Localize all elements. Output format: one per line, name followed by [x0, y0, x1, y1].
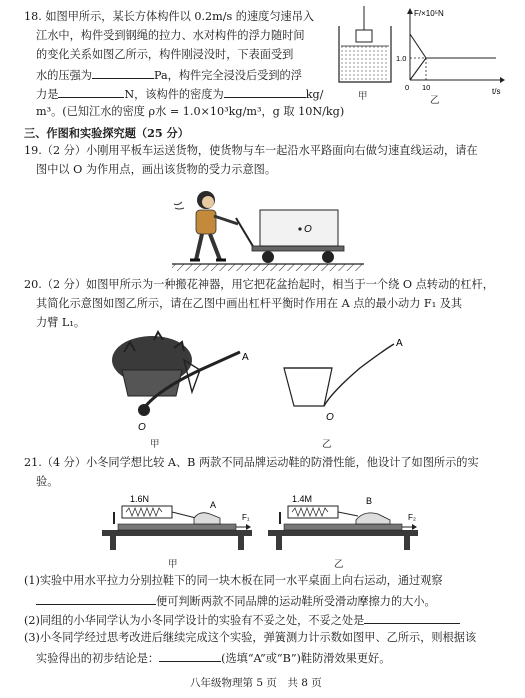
q21-blank-2[interactable]	[364, 612, 460, 624]
q18-blank-buoyancy[interactable]	[58, 86, 124, 98]
cart-deck	[252, 246, 344, 251]
cart-wheel-right	[322, 251, 334, 263]
shoe-b-label: B	[366, 496, 373, 506]
graph-xtick-10: 10	[422, 83, 431, 92]
q18-graph	[396, 6, 506, 96]
q21-p1-line-2	[36, 593, 436, 609]
curve-tension	[410, 34, 496, 58]
block	[356, 30, 372, 42]
cart-wheel-left	[262, 251, 274, 263]
q19-figure-cart	[168, 178, 368, 276]
q21-caption-jia: 甲	[168, 559, 178, 570]
q21-p3-line-2b: (选填“A”或“B”)鞋防滑效果更好。	[221, 652, 391, 665]
q18-line-5a: 力是	[36, 88, 59, 101]
graph-xlabel: t/s	[492, 87, 501, 96]
lever	[324, 344, 394, 406]
q18-figure-jia	[333, 6, 395, 92]
boy-body	[196, 210, 216, 234]
water	[341, 46, 389, 80]
table-yi	[268, 530, 418, 536]
ground-hatch	[172, 264, 364, 271]
q20-yi-label-o: O	[326, 412, 334, 423]
q18-line-4	[36, 67, 302, 83]
reading-jia: 1.6N	[130, 494, 150, 504]
q21-caption-yi: 乙	[334, 559, 344, 570]
q18-blank-density[interactable]	[224, 86, 306, 98]
section-3-title: 三、作图和实验探究题（25 分）	[24, 126, 189, 140]
q21-p3-line-1: (3)小冬同学经过思考改进后继续完成这个实验，弹簧测力计示数如图甲、乙所示，则根据该	[24, 631, 477, 644]
q21-p1-line-1: (1)实验中用水平拉力分别拉鞋下的同一块木板在同一水平桌面上向右运动，通过观察	[24, 574, 443, 587]
q18-line-1: 18. 如图甲所示，某长方体构件以 0.2m/s 的速度匀速吊入	[24, 10, 315, 23]
shoe-b	[356, 513, 390, 524]
q18-caption-jia: 甲	[358, 91, 368, 102]
table-jia	[102, 530, 252, 536]
q18-line-4b: Pa，构件完全浸没后受到的浮	[153, 69, 302, 82]
q18-blank-pressure[interactable]	[92, 67, 154, 79]
q21-p2-text: (2)同组的小华同学认为小冬同学设计的实验有不妥之处，不妥之处是	[24, 614, 365, 627]
graph-ytick: 1.0	[396, 54, 407, 63]
q19-line-2: 图中以 O 为作用点，画出该货物的受力示意图。	[36, 163, 277, 176]
q21-p1-line-2-text: 便可判断两款不同品牌的运动鞋所受滑动摩擦力的大小。	[156, 595, 436, 608]
q21-figure-jia	[96, 490, 256, 552]
reading-yi: 1.4M	[292, 494, 313, 504]
pot-outline	[284, 368, 332, 406]
q20-figure-yi	[276, 332, 416, 428]
q18-line-2: 江水中，构件受到钢绳的拉力、水对构件的浮力随时间	[36, 29, 305, 42]
q18-line-6: m³。(已知江水的密度 ρ水 = 1.0×10³kg/m³，g 取 10N/kg)	[36, 105, 345, 118]
q21-blank-3[interactable]	[159, 650, 221, 662]
q20-figure-jia	[104, 330, 264, 430]
q19-line-1: 19.（2 分）小刚用平板车运送货物，使货物与车一起沿水平路面向右做匀速直线运动，请在	[24, 144, 478, 157]
lifter-wheel	[138, 404, 150, 416]
q18-line-5c: kg/	[305, 88, 324, 101]
q20-yi-label-a: A	[396, 338, 403, 349]
q21-p3-line-2a: 实验得出的初步结论是：	[36, 652, 160, 665]
q21-blank-1[interactable]	[36, 593, 156, 605]
shoe-a-label: A	[210, 500, 217, 510]
q20-jia-label-o: O	[138, 422, 146, 430]
q21-line-2: 验。	[36, 475, 59, 488]
board-yi	[284, 524, 402, 530]
curve-buoyancy	[410, 58, 496, 80]
q18-line-3: 的变化关系如图乙所示，构件刚浸没时，下表面受到	[36, 48, 294, 61]
q18-line-5	[36, 86, 323, 102]
board-jia	[118, 524, 236, 530]
q20-jia-label-a: A	[242, 352, 249, 363]
q21-line-1: 21.（4 分）小冬同学想比较 A、B 两款不同品牌运动鞋的防滑性能，他设计了如图所示的实	[24, 456, 479, 469]
q20-line-2: 其简化示意图如图乙所示，请在乙图中画出杠杆平衡时作用在 A 点的最小动力 F₁ 及其	[36, 297, 463, 310]
force-f2: F₂	[408, 513, 416, 522]
q21-figure-yi	[262, 490, 422, 552]
graph-xtick-0: 0	[405, 83, 410, 92]
page-footer: 八年级物理第 5 页 共 8 页	[190, 677, 322, 689]
point-o-label: O	[304, 224, 312, 235]
point-o	[298, 227, 301, 230]
graph-ylabel: F/×10⁵N	[414, 9, 444, 18]
q18-line-4a: 水的压强为	[36, 69, 92, 82]
q18-caption-yi: 乙	[430, 95, 440, 106]
q21-p2-line-1	[24, 612, 460, 628]
shoe-a	[194, 513, 220, 524]
q20-line-1: 20.（2 分）如图甲所示为一种搬花神器，用它把花盆抬起时，相当于一个绕 O 点转动的杠杆，	[24, 278, 494, 291]
q21-p3-line-2	[36, 650, 390, 666]
q18-line-5b: N，该构件的密度为	[124, 88, 224, 101]
q20-caption-yi: 乙	[322, 439, 332, 450]
q20-line-3: 力臂 L₁。	[36, 316, 86, 329]
q20-caption-jia: 甲	[150, 439, 160, 450]
cart-handle	[236, 218, 254, 248]
force-f1: F₁	[242, 513, 250, 522]
